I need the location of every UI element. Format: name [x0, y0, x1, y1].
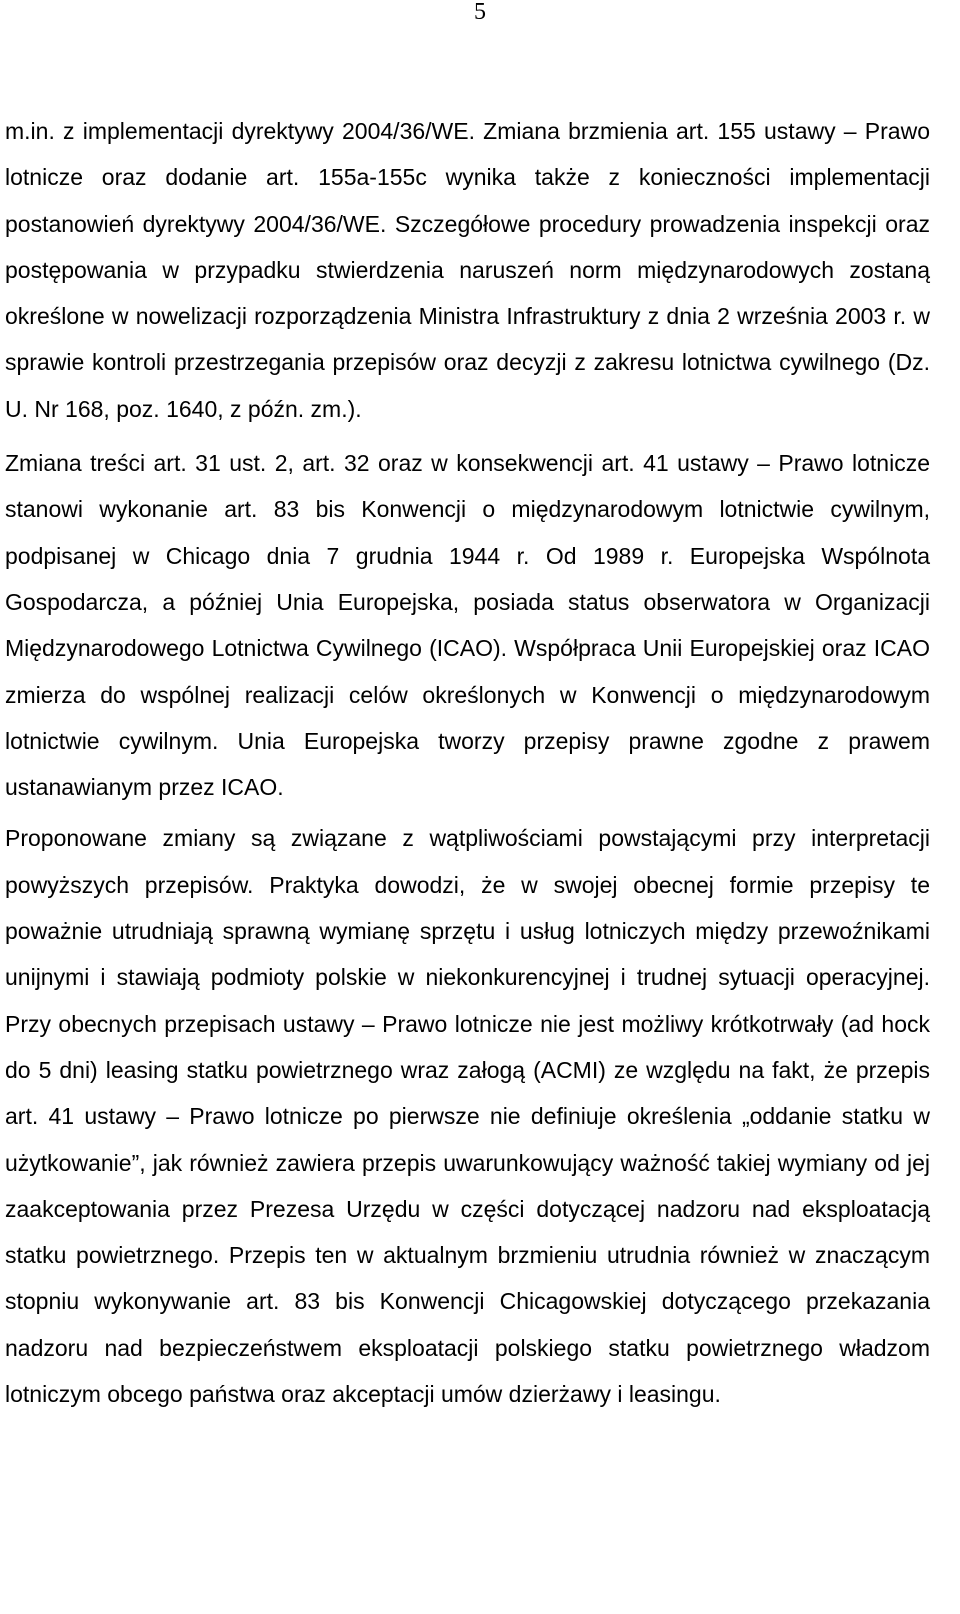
- page-number: 5: [474, 0, 486, 25]
- paragraph-icao-convention: Zmiana treści art. 31 ust. 2, art. 32 oraz w konsekwencji art. 41 ustawy – Prawo lotnicze stanowi wykonanie art. 83 bis Konwencji o międzynarodowym lotnictwie cywilnym, podpisanej w Chicago dnia 7 grudnia 1944 r. Od 1989 r. Europejska Wspólnota Gospodarcza, a później Unia Europejska, posiada status obserwatora w Organizacji Międzynarodowego Lotnictwa Cywilnego (ICAO). Współpraca Unii Europejskiej oraz ICAO zmierza do wspólnej realizacji celów określonych w Konwencji o międzynarodowym lotnictwie cywilnym. Unia Europejska tworzy przepisy prawne zgodne z prawem ustanawianym przez ICAO.: [5, 450, 930, 801]
- paragraph-proposed-changes: Proponowane zmiany są związane z wątpliwościami powstającymi przy interpretacji powyższych przepisów. Praktyka dowodzi, że w swojej obecnej formie przepisy te poważnie utrudniają sprawną wymianę sprzętu i usług lotniczych między przewoźnikami unijnymi i stawiają podmioty polskie w niekonkurencyjnej i trudnej sytuacji operacyjnej. Przy obecnych przepisach ustawy – Prawo lotnicze nie jest możliwy krótkotrwały (ad hock do 5 dni) leasing statku powietrznego wraz załogą (ACMI) ze względu na fakt, że przepis art. 41 ustawy – Prawo lotnicze po pierwsze nie definiuje określenia „oddanie statku w użytkowanie”, jak również zawiera przepis uwarunkowujący ważność takiej wymiany od jej zaakceptowania przez Prezesa Urzędu w części dotyczącej nadzoru nad eksploatacją statku powietrznego. Przepis ten w aktualnym brzmieniu utrudnia również w znaczącym stopniu wykonywanie art. 83 bis Konwencji Chicagowskiej dotyczącego przekazania nadzoru nad bezpieczeństwem eksploatacji polskiego statku powietrznego władzom lotniczym obcego państwa oraz akceptacji umów dzierżawy i leasingu.: [5, 825, 930, 1408]
- paragraph-implementation: m.in. z implementacji dyrektywy 2004/36/WE. Zmiana brzmienia art. 155 ustawy – Prawo lotnicze oraz dodanie art. 155a-155c wynika także z konieczności implementacji postanowień dyrektywy 2004/36/WE. Szczegółowe procedury prowadzenia inspekcji oraz postępowania w przypadku stwierdzenia naruszeń norm międzynarodowych zostaną określone w nowelizacji rozporządzenia Ministra Infrastruktury z dnia 2 września 2003 r. w sprawie kontroli przestrzegania przepisów oraz decyzji z zakresu lotnictwa cywilnego (Dz. U. Nr 168, poz. 1640, z późn. zm.).: [5, 118, 930, 422]
- document-body: [5, 108, 930, 1417]
